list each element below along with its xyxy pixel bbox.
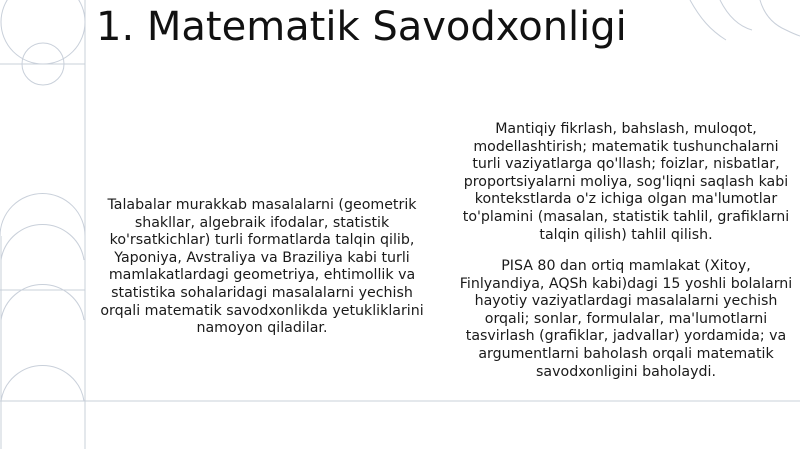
arch-bottom bbox=[1, 365, 84, 401]
leaf-outline-2 bbox=[720, 0, 752, 30]
right-paragraph-1: Mantiqiy fikrlash, bahslash, muloqot, modellashtirish; matematik tushunchalarni turli vaziyatlarga qo'llash; foizlar, nisbatlar, proportsiyalarni moliya, sog'liqni saqlash kabi kontekstlarda o'z ichiga olgan ma'lumotlar to'plamini (masalan, statistik tahlil, grafiklarni talqin qilish) tahlil qilish. bbox=[462, 121, 790, 243]
top-large-circle bbox=[1, 0, 85, 64]
arch-lower bbox=[1, 284, 84, 320]
left-paragraph: Talabalar murakkab masalalarni (geometrik shakllar, algebraik ifodalar, statistik ko'rsatkichlar) turli formatlarda talqin qilib, Yaponiya, Avstraliya va Braziliya kabi turli mamlakatlardagi geometriya, ehtimollik va statistika sohalaridagi masalalarni yechish orqali matematik savodxonlikda yetukliklarini namoyon qiladilar. bbox=[100, 197, 424, 337]
right-paragraph-2: PISA 80 dan ortiq mamlakat (Xitoy, Finlyandiya, AQSh kabi)dagi 15 yoshli bolalarni hayotiy vaziyatlardagi masalalarni yechish orqali; sonlar, formulalar, ma'lumotlarni tasvirlash (grafiklar, jadvallar) yordamida; va argumentlarni baholash orqali matematik savodxonligini baholaydi. bbox=[459, 258, 793, 380]
leaf-outline-1 bbox=[690, 0, 726, 40]
arch-middle bbox=[1, 224, 84, 260]
slide-title: 1. Matematik Savodxonligi bbox=[96, 4, 627, 50]
arch-upper bbox=[0, 194, 85, 236]
leaf-outline-3 bbox=[760, 0, 800, 36]
top-small-circle bbox=[22, 43, 64, 85]
